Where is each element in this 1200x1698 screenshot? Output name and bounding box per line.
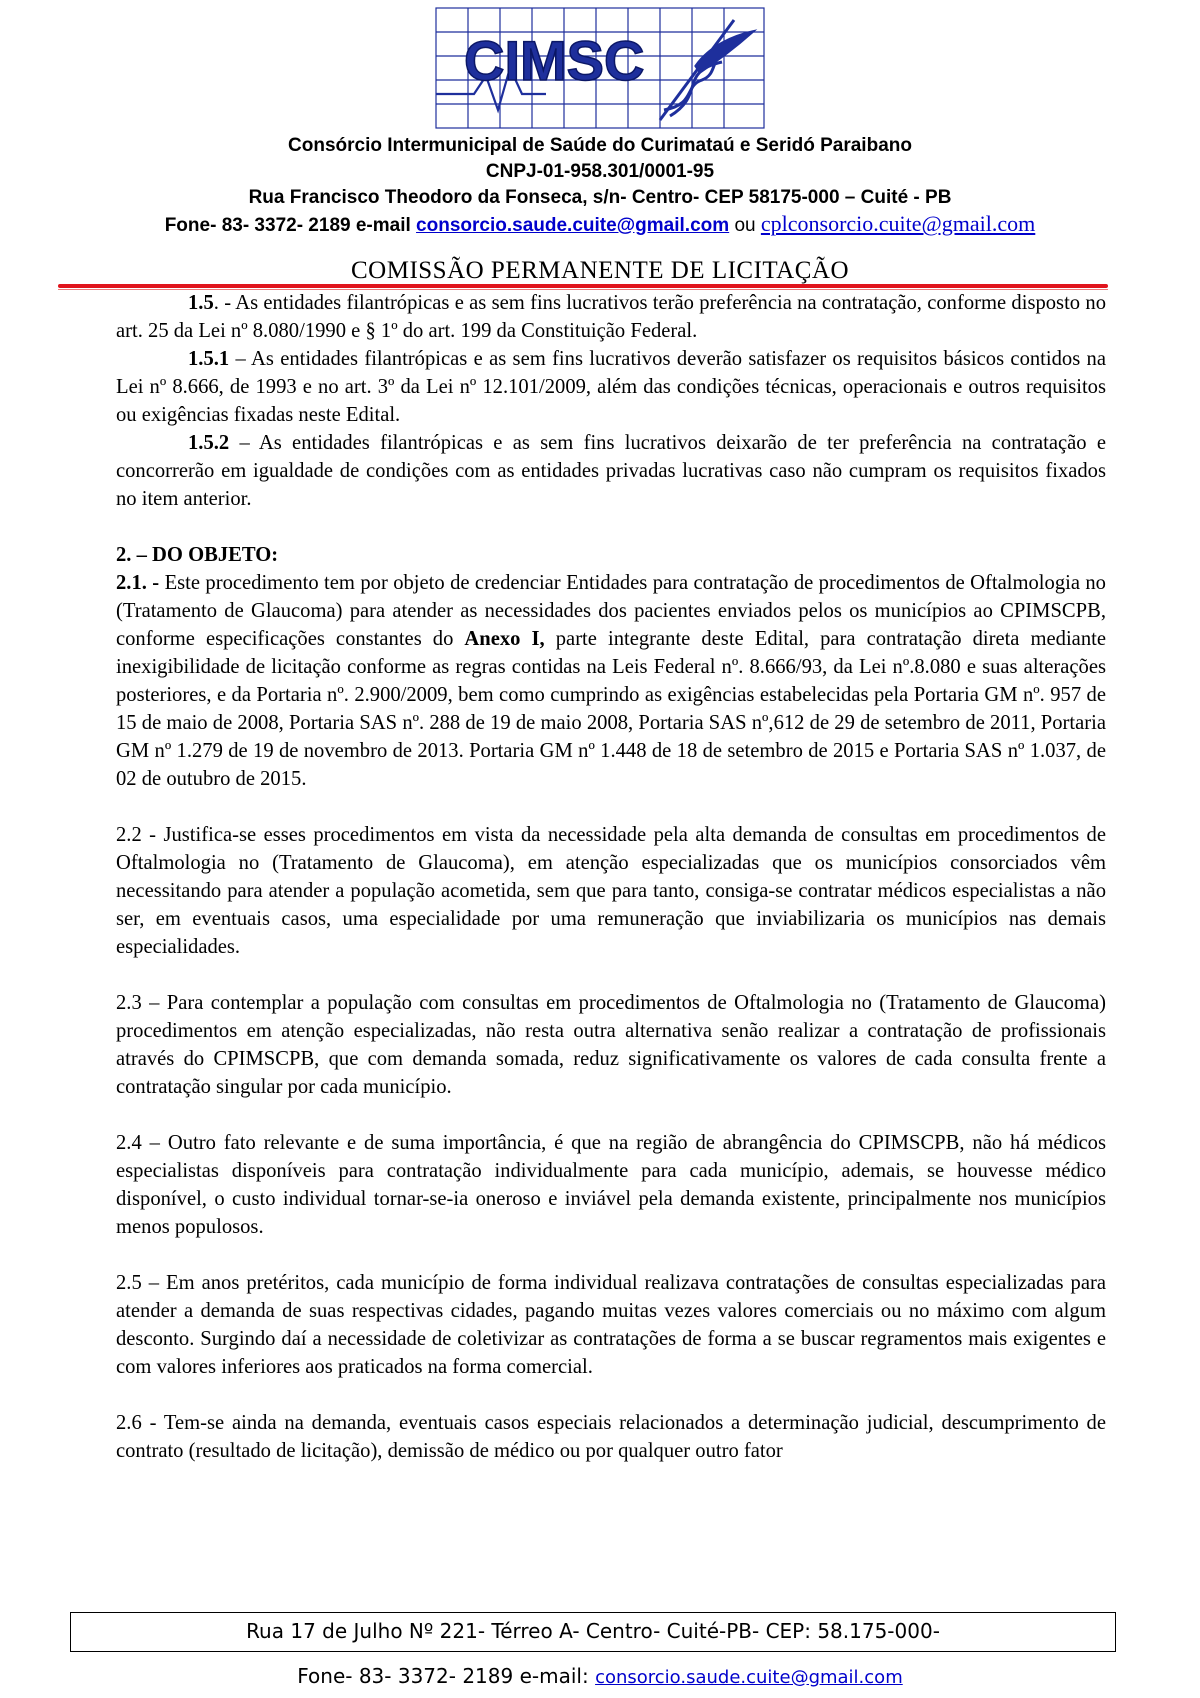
footer-email-link[interactable]: consorcio.saude.cuite@gmail.com [595,1667,903,1688]
document-body [116,289,1106,1465]
paragraph-2-3: 2.3 – Para contemplar a população com consultas em procedimentos de Oftalmologia no (Tratamento de Glaucoma) procedimentos em atenção especializadas, não resta outra alternativa senão realizar a contratação de profissionais através do CPIMSCPB, que com demanda somada, reduz significativamente os valores de cada consulta frente a contratação singular por cada município. [116,992,1106,1098]
paragraph-1-5 [116,289,1106,345]
footer-phone: Fone- 83- 3372- 2189 e-mail: [297,1664,596,1688]
org-address: Rua Francisco Theodoro da Fonseca, s/n- Centro- CEP 58175-000 – Cuité - PB [248,187,952,208]
contact-or: ou [729,215,761,236]
contact-prefix: Fone- 83- 3372- 2189 e-mail [164,215,417,236]
paragraph-2-6: 2.6 - Tem-se ainda na demanda, eventuais casos especiais relacionados a determinação judicial, descumprimento de contrato (resultado de licitação), demissão de médico ou por qualquer outro fator [116,1412,1106,1462]
section-2-title: 2. – DO OBJETO: [116,544,279,566]
paragraph-2-1 [116,569,1106,793]
paragraph-1-5-2 [116,429,1106,513]
paragraph-2-5: 2.5 – Em anos pretéritos, cada município de forma individual realizava contratações de consultas especializadas para atender a demanda de suas respectivas cidades, pagando muitas vezes valores comerciais ou no máximo com algum desconto. Surgindo daí a necessidade de coletivizar as contratações de forma a se buscar regramentos mais exigentes e com valores inferiores aos praticados na forma comercial. [116,1272,1106,1378]
footer-address: Rua 17 de Julho Nº 221- Térreo A- Centro- Cuité-PB- CEP: 58.175-000- [246,1619,940,1643]
paragraph-1-5-1 [116,345,1106,429]
item-number: 2.1. - [116,572,160,594]
commission-title: COMISSÃO PERMANENTE DE LICITAÇÃO [350,257,850,284]
paragraph-text: – As entidades filantrópicas e as sem fins lucrativos deixarão de ter preferência na contratação e concorrerão em igualdade de condições com as entidades privadas lucrativas caso não cumpram os requisitos fixados no item anterior. [116,432,1106,510]
paragraph-2-4: 2.4 – Outro fato relevante e de suma importância, é que na região de abrangência do CPIMSCPB, não há médicos especialistas disponíveis para contratação individualmente para cada município, ademais, se houvesse médico disponível, o custo individual tornar-se-ia oneroso e inviável pela demanda existente, principalmente nos municípios menos populosos. [116,1132,1106,1238]
paragraph-2-2: 2.2 - Justifica-se esses procedimentos em vista da necessidade pela alta demanda de consultas em procedimentos de Oftalmologia no (Tratamento de Glaucoma), em atenção especializadas que os municípios consorciados vêm necessitando para atender a população acometida, sem que para tanto, consiga-se contratar médicos especialistas a não ser, em eventuais casos, uma especialidade por uma remuneração que inviabilizaria os municípios nas demais especialidades. [116,824,1106,958]
paragraph-text: – As entidades filantrópicas e as sem fins lucrativos deverão satisfazer os requisitos básicos contidos na Lei nº 8.666, de 1993 e no art. 3º da Lei nº 12.101/2009, além das condições técnicas, operacionais e outros requisitos ou exigências fixadas neste Edital. [116,348,1106,426]
paragraph-text: . - As entidades filantrópicas e as sem fins lucrativos terão preferência na contratação, conforme disposto no art. 25 da Lei nº 8.080/1990 e § 1º do art. 199 da Constituição Federal. [116,292,1106,342]
item-number: 1.5.2 [188,432,230,454]
cimsc-logo [434,6,766,130]
paragraph-text: Este procedimento tem por objeto de credenciar Entidades para contratação de procedimentos de Oftalmologia no (Tratamento de Glaucoma) para atender as necessidades dos pacientes enviados pelos os municípios ao CPIMSCPB, conforme especificações constantes do [116,572,1106,650]
item-number: 1.5 [188,292,214,314]
footer-contact [0,1662,1200,1692]
org-name: Consórcio Intermunicipal de Saúde do Curimataú e Seridó Paraibano [288,135,912,156]
header-divider [58,284,1108,288]
cnpj: CNPJ-01-958.301/0001-95 [485,161,715,182]
caduceus-icon [660,20,752,120]
annex-reference: Anexo I, [464,628,545,650]
contact-line [0,212,1200,238]
email-primary-link[interactable]: consorcio.saude.cuite@gmail.com [416,215,730,236]
paragraph-text: parte integrante deste Edital, para contratação direta mediante inexigibilidade de licitação conforme as regras contidas na Leis Federal nº. 8.666/93, da Lei nº.8.080 e suas alterações posteriores, e da Portaria nº. 2.900/2009, bem como cumprindo as exigências estabelecidas pela Portaria GM nº. 957 de 15 de maio de 2008, Portaria SAS nº. 288 de 19 de maio 2008, Portaria SAS nº,612 de 29 de setembro de 2011, Portaria GM nº 1.279 de 19 de novembro de 2013. Portaria GM nº 1.448 de 18 de setembro de 2015 e Portaria SAS nº 1.037, de 02 de outubro de 2015. [116,628,1106,790]
logo-text: CIMSC [464,29,645,92]
email-secondary-link[interactable]: cplconsorcio.cuite@gmail.com [760,211,1036,236]
footer-address-box [70,1612,1116,1652]
item-number: 1.5.1 [188,348,230,370]
